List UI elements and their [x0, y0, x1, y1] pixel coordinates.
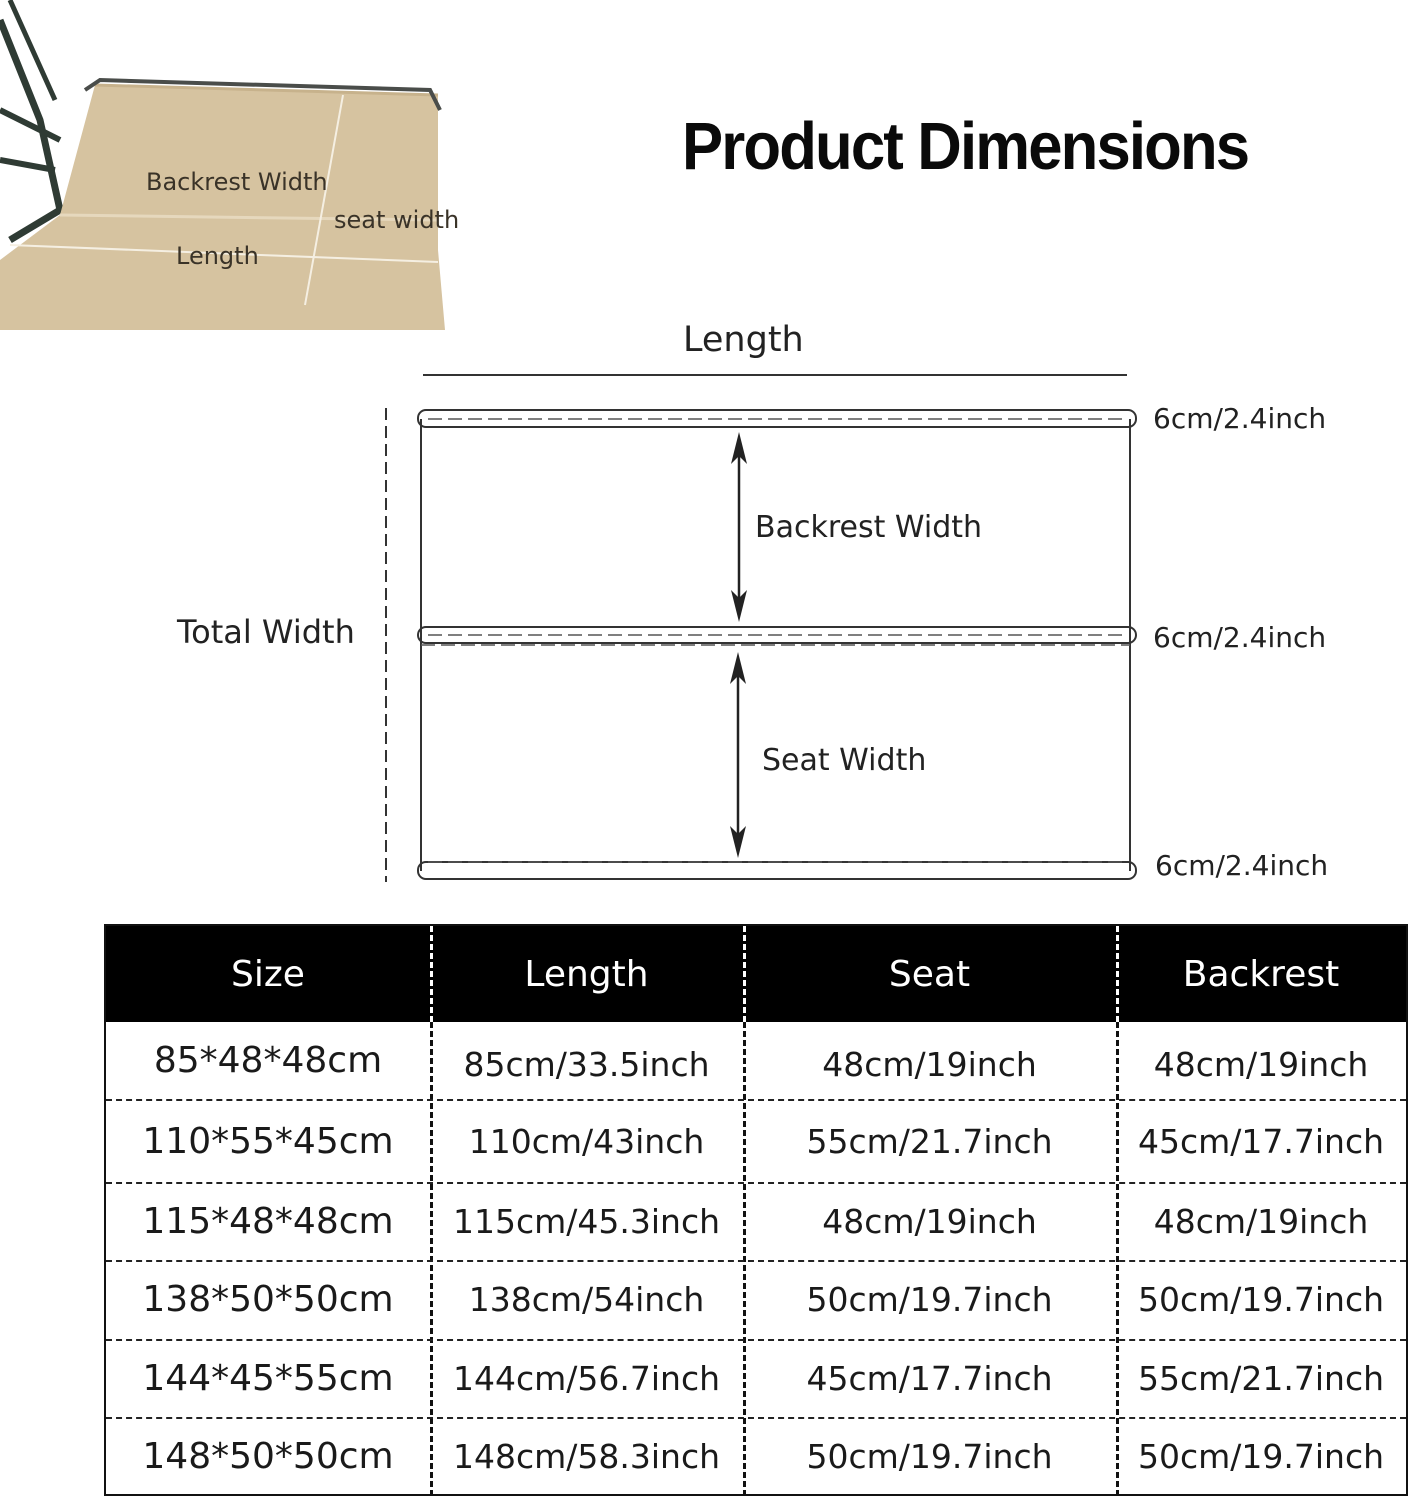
diagram-length-label: Length [683, 320, 804, 360]
table-cell-seat: 50cm/19.7inch [806, 1437, 1053, 1476]
table-cell-backrest: 48cm/19inch [1153, 1045, 1369, 1084]
pipe-diameter-label-top: 6cm/2.4inch [1153, 402, 1327, 435]
column-divider [1116, 926, 1119, 1022]
column-divider [430, 926, 433, 1022]
photo-backrest-label: Backrest Width [146, 168, 328, 196]
table-cell-length: 148cm/58.3inch [452, 1437, 720, 1476]
table-cell-backrest: 50cm/19.7inch [1137, 1280, 1385, 1319]
product-photo [0, 0, 460, 335]
table-cell-seat: 48cm/19inch [822, 1201, 1037, 1241]
table-cell-length: 115cm/45.3inch [452, 1201, 720, 1241]
size-table [104, 924, 1408, 1496]
table-cell-seat: 55cm/21.7inch [806, 1122, 1053, 1161]
table-cell-size: 148*50*50cm [142, 1436, 394, 1477]
table-cell-backrest: 50cm/19.7inch [1137, 1437, 1385, 1476]
header-seat: Seat [888, 953, 971, 995]
photo-seat-label: seat width [334, 206, 460, 234]
table-cell-seat: 45cm/17.7inch [806, 1358, 1053, 1398]
table-cell-length: 110cm/43inch [468, 1122, 705, 1161]
table-header [106, 926, 1406, 1022]
table-cell-length: 144cm/56.7inch [452, 1358, 720, 1398]
diagram-total-width-label: Total Width [177, 613, 355, 651]
table-cell-length: 85cm/33.5inch [463, 1045, 710, 1084]
table-cell-backrest: 55cm/21.7inch [1137, 1358, 1385, 1398]
table-cell-length: 138cm/54inch [468, 1280, 705, 1319]
photo-length-label: Length [176, 242, 259, 270]
header-length: Length [524, 953, 649, 995]
header-size: Size [231, 953, 305, 995]
table-cell-backrest: 48cm/19inch [1153, 1201, 1369, 1241]
table-cell-size: 138*50*50cm [142, 1279, 394, 1320]
table-cell-size: 144*45*55cm [142, 1357, 394, 1399]
table-cell-size: 85*48*48cm [153, 1040, 383, 1081]
dimension-diagram [0, 300, 1414, 900]
diagram-backrest-label: Backrest Width [755, 510, 983, 545]
pipe-diameter-label-middle: 6cm/2.4inch [1153, 621, 1327, 654]
page-title: Product Dimensions [682, 109, 1249, 184]
table-cell-seat: 50cm/19.7inch [806, 1280, 1053, 1319]
table-cell-size: 115*48*48cm [142, 1200, 394, 1242]
table-cell-backrest: 45cm/17.7inch [1137, 1122, 1385, 1161]
column-divider [743, 926, 746, 1022]
table-cell-size: 110*55*45cm [142, 1121, 394, 1162]
pipe-diameter-label-bottom: 6cm/2.4inch [1155, 849, 1329, 882]
diagram-seat-label: Seat Width [762, 743, 927, 778]
table-cell-seat: 48cm/19inch [822, 1045, 1037, 1084]
dimension-drawing [0, 300, 1414, 900]
header-backrest: Backrest [1182, 953, 1340, 995]
